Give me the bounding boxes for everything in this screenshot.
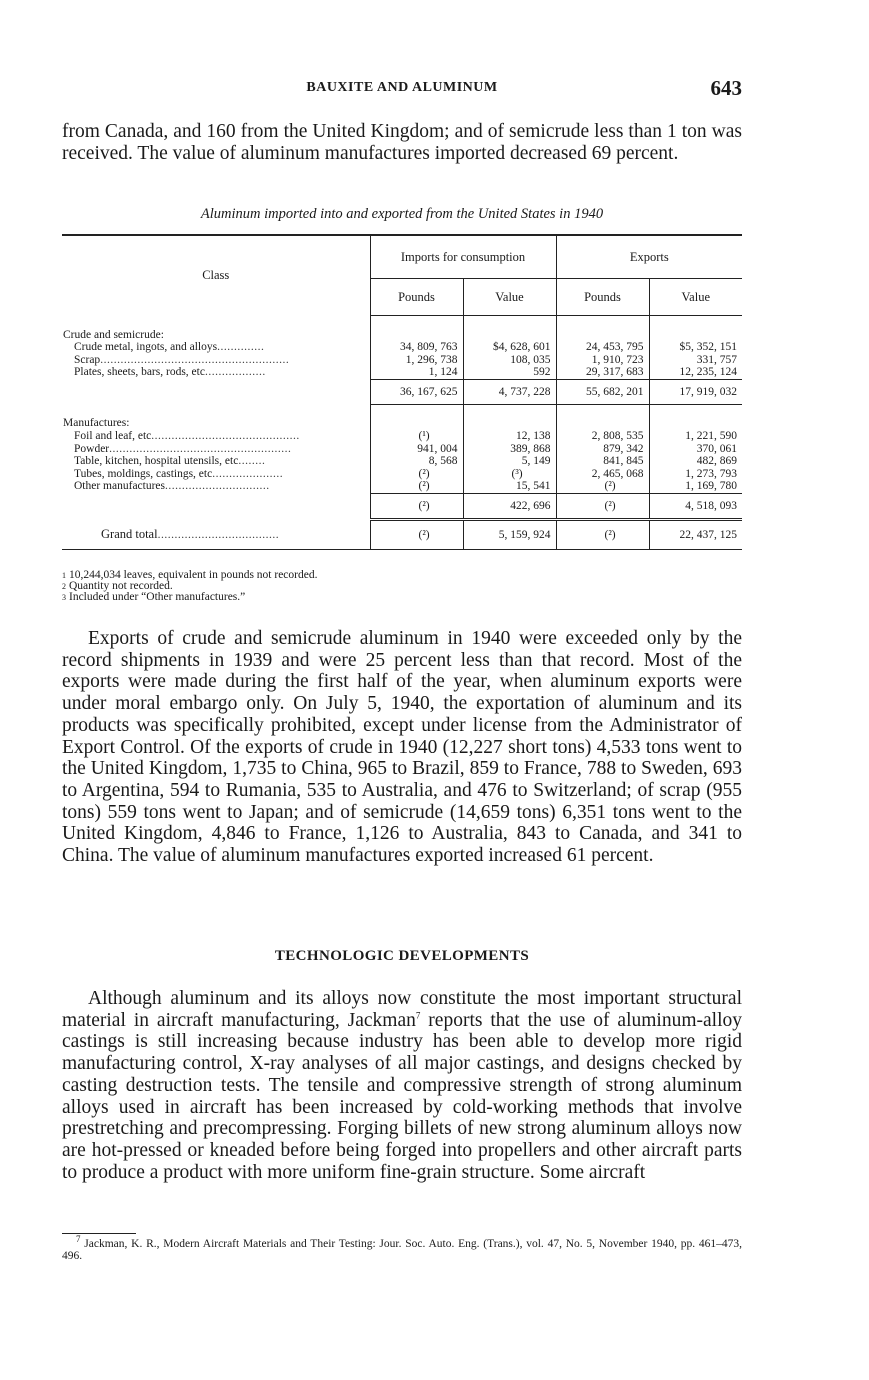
exports-value-cell: 482, 869 — [649, 455, 742, 468]
grand-imports-pounds: (²) — [370, 519, 463, 549]
imports-value-cell: (³) — [463, 468, 556, 481]
imports-pounds-cell: 1, 124 — [370, 366, 463, 379]
exports-pounds-cell: 879, 342 — [556, 443, 649, 456]
subtotal-exports-pounds: (²) — [556, 493, 649, 519]
row-label: Table, kitchen, hospital utensils, etc — [74, 455, 239, 468]
subtotal-row — [62, 379, 742, 404]
exports-pounds-cell: 29, 317, 683 — [556, 366, 649, 379]
exports-pounds-cell: 2, 808, 535 — [556, 430, 649, 443]
table-row: Plates, sheets, bars, rods, etc.................. 1, 124 592 29, 317, 683 12, 235, 124 — [62, 366, 742, 379]
table-row: Foil and leaf, etc............................................ (¹) 12, 138 2, 808, 535 1, 221, 590 — [62, 430, 742, 443]
row-label: Powder — [74, 442, 110, 455]
table-caption: Aluminum imported into and exported from the United States in 1940 — [200, 206, 604, 222]
exports-value-cell: 1, 221, 590 — [649, 430, 742, 443]
exports-pounds-cell: 841, 845 — [556, 455, 649, 468]
imports-pounds-cell: (²) — [370, 468, 463, 481]
exports-pounds-cell: 2, 465, 068 — [556, 468, 649, 481]
footnote-rule — [62, 1233, 136, 1234]
running-head — [62, 76, 742, 102]
imports-header: Imports for consumption — [370, 235, 556, 279]
exports-header: Exports — [556, 235, 742, 279]
running-title: BAUXITE AND ALUMINUM — [306, 80, 498, 95]
imports-value-cell: 389, 868 — [463, 443, 556, 456]
table-row: Scrap........................................................ 1, 296, 738 108, 035 1, 910, 723 331, 757 — [62, 354, 742, 367]
subtotal-imports-pounds: 36, 167, 625 — [370, 379, 463, 404]
exports-value-cell: 331, 757 — [649, 354, 742, 367]
footnote: $^7$ Jackman, K. R., Modern Aircraft Materials and Their Testing: Jour. Soc. Auto. Eng. (Trans.), vol. 47, No. 5, November 1940, pp. 461–473, 496. — [62, 1234, 742, 1262]
exports-pounds-cell: 1, 910, 723 — [556, 354, 649, 367]
document-page — [62, 0, 742, 1380]
subtotal-row — [62, 493, 742, 519]
aluminum-trade-table — [62, 234, 742, 550]
page-number: 643 — [710, 76, 742, 100]
row-label: Plates, sheets, bars, rods, etc — [74, 366, 205, 379]
exports-value-header: Value — [649, 279, 742, 316]
group-heading: Crude and semicrude: — [63, 328, 164, 341]
table-notes — [62, 570, 742, 603]
imports-value-cell: 108, 035 — [463, 354, 556, 367]
imports-pounds-cell: 8, 568 — [370, 455, 463, 468]
row-label: Tubes, moldings, castings, etc — [74, 467, 213, 480]
table-row: Powder...................................................... 941, 004 389, 868 879, 342 370, 061 — [62, 443, 742, 456]
subtotal-exports-pounds: 55, 682, 201 — [556, 379, 649, 404]
exports-paragraph: Exports of crude and semicrude aluminum in 1940 were exceeded only by the record shipments in 1939 and were 25 percent less than that record. Most of the exports were made during the first half of the year, when aluminum exports were under moral embargo only. On July 5, 1940, the exportation of aluminum and its products was specifically prohibited, except under license from the Administrator of Export Control. Of the exports of crude in 1940 (12,227 short tons) 4,533 tons went to the United Kingdom, 1,735 to China, 965 to Brazil, 859 to France, 788 to Sweden, 693 to Argentina, 594 to Rumania, 535 to Australia, and 476 to Switzerland; of scrap (955 tons) 559 tons went to Japan; and of semicrude (14,659 tons) 6,351 tons went to the United Kingdom, 4,846 to France, 1,126 to Australia, 843 to Canada, and 341 to China. The value of aluminum manufactures exported increased 61 percent. — [62, 628, 742, 867]
exports-value-cell: 1, 169, 780 — [649, 480, 742, 493]
subtotal-imports-value: 422, 696 — [463, 493, 556, 519]
table-note: $^2$ Quantity not recorded. — [62, 580, 173, 592]
imports-value-header: Value — [463, 279, 556, 316]
grand-exports-value: 22, 437, 125 — [649, 519, 742, 549]
imports-pounds-header: Pounds — [370, 279, 463, 316]
imports-pounds-cell: 1, 296, 738 — [370, 354, 463, 367]
exports-pounds-cell: 24, 453, 795 — [556, 341, 649, 354]
exports-value-cell: 1, 273, 793 — [649, 468, 742, 481]
class-header: Class — [62, 235, 370, 316]
imports-value-cell: 592 — [463, 366, 556, 379]
grand-exports-pounds: (²) — [556, 519, 649, 549]
row-label: Other manufactures — [74, 480, 166, 493]
table-note: $^3$ Included under “Other manufactures.” — [62, 591, 246, 603]
table-row: Other manufactures............................... (²) 15, 541 (²) 1, 169, 780 — [62, 480, 742, 493]
table-note: $^1$ 10,244,034 leaves, equivalent in pounds not recorded. — [62, 569, 318, 581]
exports-value-cell: $5, 352, 151 — [649, 341, 742, 354]
grand-imports-value: 5, 159, 924 — [463, 519, 556, 549]
imports-pounds-cell: (¹) — [370, 430, 463, 443]
technology-paragraph: Although aluminum and its alloys now constitute the most important structural material in aircraft manufacturing, Jackman$^7$ reports that the use of aluminum-alloy castings is still increasing because industry has been able to develop more rigid manufacturing control, X-ray analyses of all major castings, and designs checked by casting destruction tests. The tensile and compressive strength of strong aluminum alloys used in aircraft has been increased by cold-working methods that involve prestretching and precompressing. Forging billets of new strong aluminum alloys now are hot-pressed or kneaded before being forged into propellers and other aircraft parts to produce a product with more uniform fine-grain structure. Some aircraft — [62, 988, 742, 1183]
grand-total-row: Grand total.................................... (²) 5, 159, 924 (²) 22, 437, 125 — [62, 519, 742, 549]
exports-value-cell: 12, 235, 124 — [649, 366, 742, 379]
subtotal-exports-value: 4, 518, 093 — [649, 493, 742, 519]
exports-pounds-cell: (²) — [556, 480, 649, 493]
imports-pounds-cell: 941, 004 — [370, 443, 463, 456]
row-label: Crude metal, ingots, and alloys — [74, 341, 218, 354]
imports-value-cell: 15, 541 — [463, 480, 556, 493]
subtotal-exports-value: 17, 919, 032 — [649, 379, 742, 404]
exports-pounds-header: Pounds — [556, 279, 649, 316]
imports-value-cell: $4, 628, 601 — [463, 341, 556, 354]
row-label: Foil and leaf, etc — [74, 429, 152, 442]
row-label: Scrap — [74, 353, 101, 366]
footnote-ref[interactable]: 7 — [415, 1010, 421, 1021]
subtotal-imports-pounds: (²) — [370, 493, 463, 519]
table-row: Crude metal, ingots, and alloys.............. 34, 809, 763 $4, 628, 601 24, 453, 795 $5, 352, 151 — [62, 341, 742, 354]
imports-value-cell: 12, 138 — [463, 430, 556, 443]
table-row: Tubes, moldings, castings, etc..................... (²) (³) 2, 465, 068 1, 273, 793 — [62, 468, 742, 481]
exports-value-cell: 370, 061 — [649, 443, 742, 456]
section-heading: TECHNOLOGIC DEVELOPMENTS — [274, 948, 530, 964]
imports-pounds-cell: (²) — [370, 480, 463, 493]
grand-total-label: Grand total — [101, 526, 158, 541]
imports-value-cell: 5, 149 — [463, 455, 556, 468]
subtotal-imports-value: 4, 737, 228 — [463, 379, 556, 404]
intro-paragraph: from Canada, and 160 from the United Kingdom; and of semicrude less than 1 ton was received. The value of aluminum manufactures imported decreased 69 percent. — [62, 121, 742, 164]
group-heading: Manufactures: — [63, 417, 130, 430]
imports-pounds-cell: 34, 809, 763 — [370, 341, 463, 354]
table-row: Table, kitchen, hospital utensils, etc........ 8, 568 5, 149 841, 845 482, 869 — [62, 455, 742, 468]
